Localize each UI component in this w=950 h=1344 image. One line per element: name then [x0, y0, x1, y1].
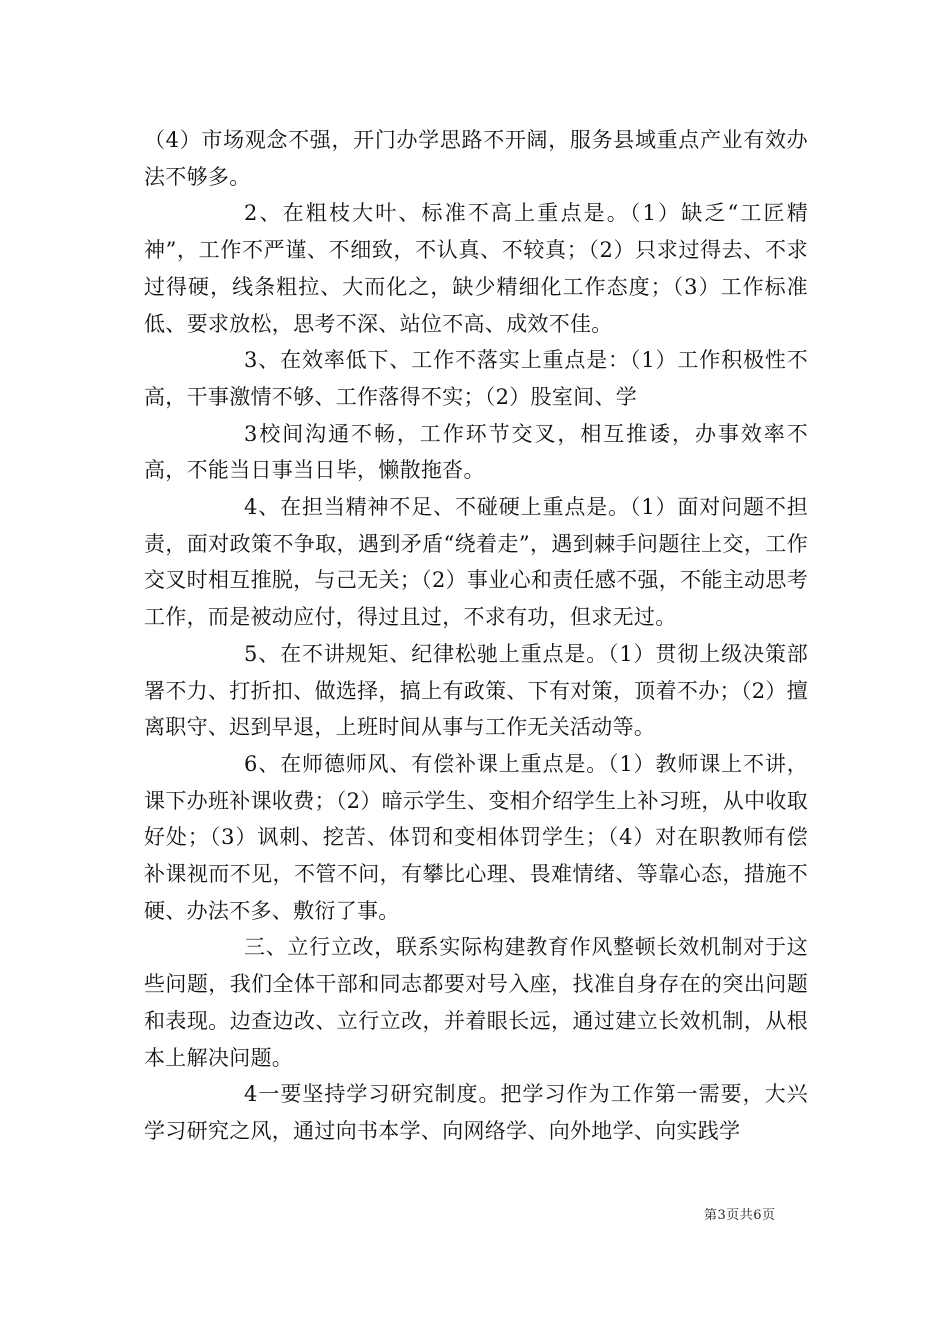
paragraph-item-2: 2、在粗枝大叶、标准不高上重点是。（1）缺乏“工匠精神”，工作不严谨、不细致，不认真、不较真；（2）只求过得去、不求过得硬，线条粗拉、大而化之，缺少精细化工作态度；（3）工作标准低、要求放松，思考不深、站位不高、成效不佳。: [144, 201, 808, 336]
page-number: 第3页共6页: [704, 1208, 776, 1223]
document-body: [144, 122, 808, 1150]
paragraph-item-3: 3、在效率低下、工作不落实上重点是：（1）工作积极性不高，干事激情不够、工作落得不实；（2）股室间、学: [144, 348, 808, 409]
paragraph-section-three: 三、立行立改，联系实际构建教育作风整顿长效机制对于这些问题，我们全体干部和同志都要对号入座，找准自身存在的突出问题和表现。边查边改、立行立改，并着眼长远，通过建立长效机制，从根本上解决问题。: [144, 935, 808, 1070]
paragraph-item-5: 5、在不讲规矩、纪律松驰上重点是。（1）贯彻上级决策部署不力、打折扣、做选择，搞上有政策、下有对策，顶着不办；（2）擅离职守、迟到早退，上班时间从事与工作无关活动等。: [144, 641, 808, 740]
paragraph-item-3-continued: 3校间沟通不畅，工作环节交叉，相互推诿，办事效率不高，不能当日事当日毕，懒散拖沓。: [144, 421, 808, 483]
paragraph-study-system: 4一要坚持学习研究制度。把学习作为工作第一需要，大兴学习研究之风，通过向书本学、向网络学、向外地学、向实践学: [144, 1082, 808, 1143]
paragraph-item-4: 4、在担当精神不足、不碰硬上重点是。（1）面对问题不担责，面对政策不争取，遇到矛盾“绕着走”，遇到棘手问题往上交，工作交叉时相互推脱，与己无关；（2）事业心和责任感不强，不能主动思考工作，而是被动应付，得过且过，不求有功，但求无过。: [144, 495, 808, 630]
paragraph-item-6: 6、在师德师风、有偿补课上重点是。（1）教师课上不讲，课下办班补课收费；（2）暗示学生、变相介绍学生上补习班，从中收取好处；（3）讽刺、挖苦、体罚和变相体罚学生；（4）对在职教师有偿补课视而不见，不管不问，有攀比心理、畏难情绪、等靠心态，措施不硬、办法不多、敷衍了事。: [144, 751, 808, 923]
paragraph-market-awareness: （4）市场观念不强，开门办学思路不开阔，服务县域重点产业有效办法不够多。: [144, 128, 808, 189]
